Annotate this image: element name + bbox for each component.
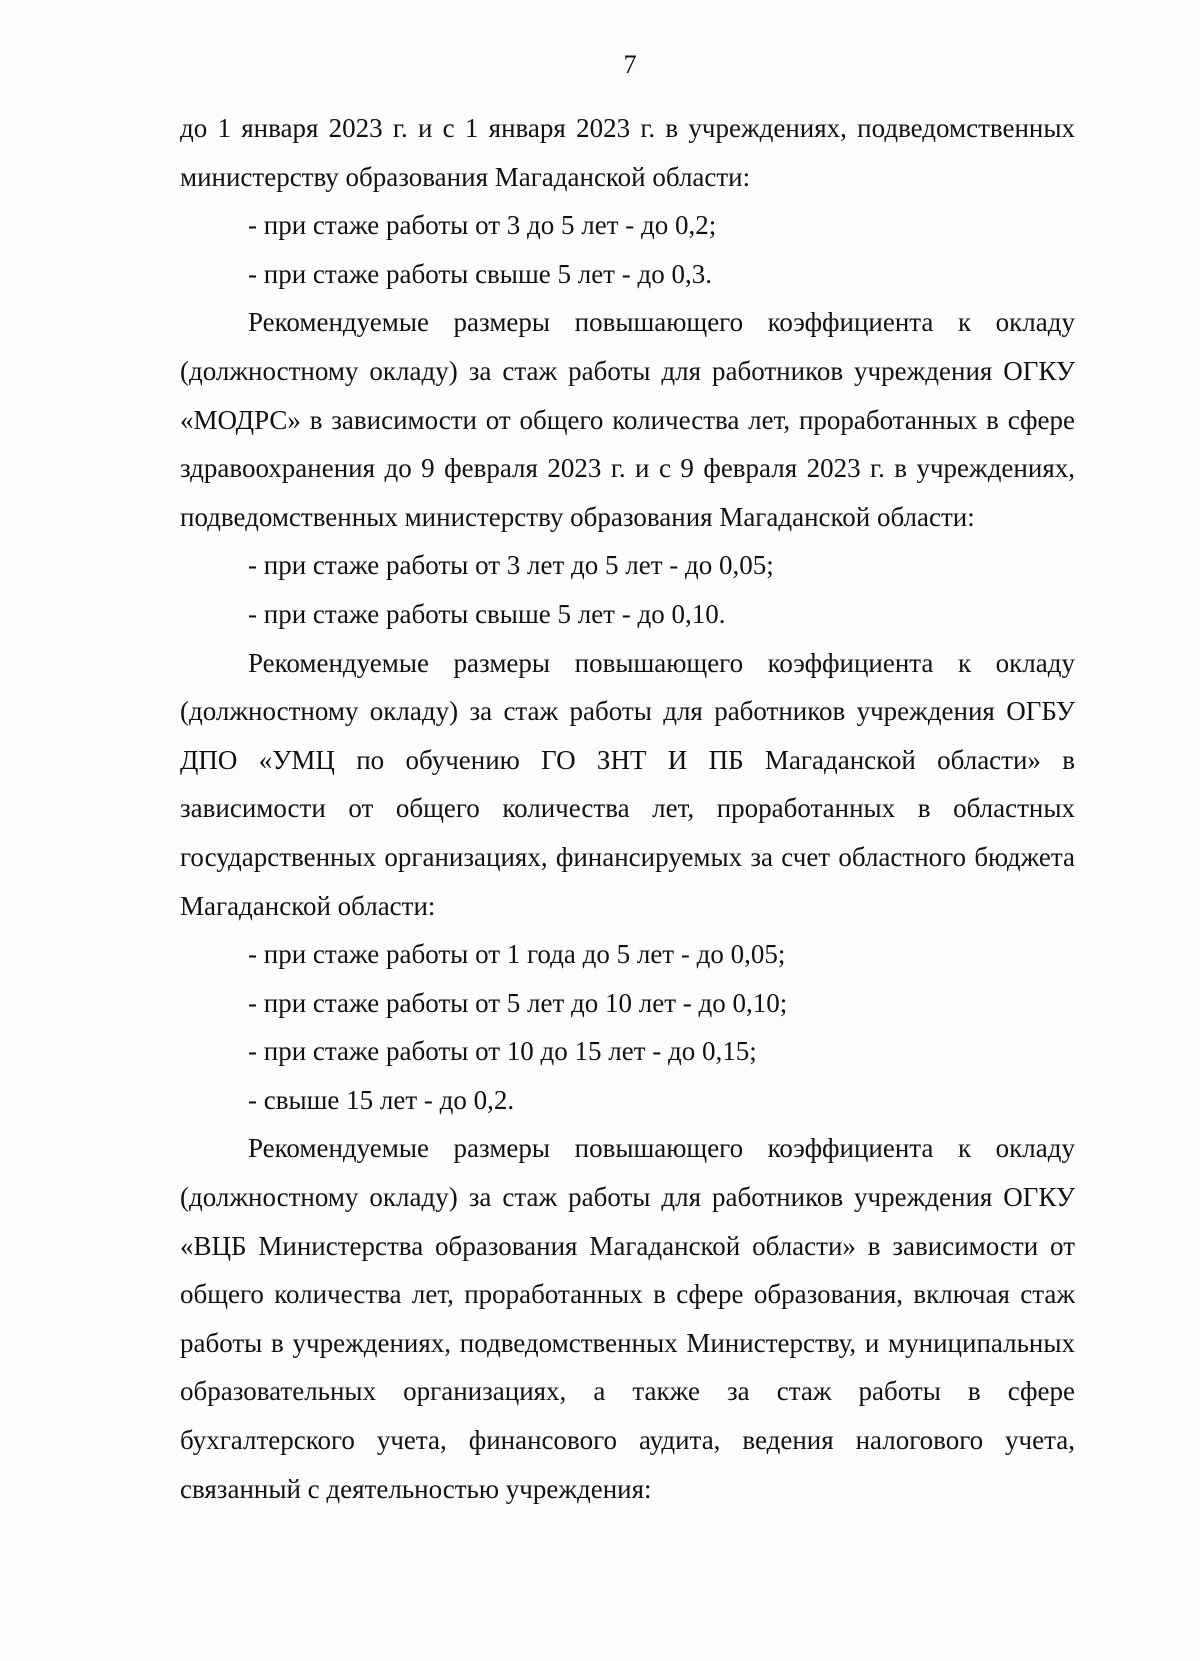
list-item: - при стаже работы от 10 до 15 лет - до 0,15; — [248, 1036, 757, 1067]
list-item: - при стаже работы свыше 5 лет - до 0,3. — [248, 258, 712, 289]
paragraph: Рекомендуемые размеры повышающего коэффициента к окладу (должностному окладу) за стаж работы для работников учреждения ОГКУ «МОДРС» в зависимости от общего количества лет, проработанных в сфере здравоохранения до 9 февраля 2023 г. и с 9 февраля 2023 г. в учреждениях, подведомственных министерству образования Магаданской области: — [180, 307, 1075, 532]
list-item: - при стаже работы от 3 до 5 лет - до 0,2; — [248, 210, 717, 241]
list-item: - при стаже работы от 5 лет до 10 лет - до 0,10; — [248, 987, 788, 1018]
list-item: - свыше 15 лет - до 0,2. — [248, 1084, 515, 1115]
list-item: - при стаже работы свыше 5 лет - до 0,10. — [248, 598, 726, 629]
list-item: - при стаже работы от 3 лет до 5 лет - до 0,05; — [248, 550, 774, 581]
list-item: - при стаже работы от 1 года до 5 лет - до 0,05; — [248, 939, 786, 970]
page-number: 7 — [623, 50, 637, 79]
paragraph: Рекомендуемые размеры повышающего коэффициента к окладу (должностному окладу) за стаж работы для работников учреждения ОГКУ «ВЦБ Министерства образования Магаданской области» в зависимости от общего количества лет, проработанных в сфере образования, включая стаж работы в учреждениях, подведомственных Министерству, и муниципальных образовательных организациях, а также за стаж работы в сфере бухгалтерского учета, финансового аудита, ведения налогового учета, связанный с деятельностью учреждения: — [180, 1133, 1075, 1504]
paragraph: Рекомендуемые размеры повышающего коэффициента к окладу (должностному окладу) за стаж работы для работников учреждения ОГБУ ДПО «УМЦ по обучению ГО ЗНТ И ПБ Магаданской области» в зависимости от общего количества лет, проработанных в областных государственных организациях, финансируемых за счет областного бюджета Магаданской области: — [180, 647, 1075, 921]
document-body — [180, 104, 1075, 1513]
continuation-paragraph: до 1 января 2023 г. и с 1 января 2023 г. в учреждениях, подведомственных министерству образования Магаданской области: — [180, 113, 1075, 192]
